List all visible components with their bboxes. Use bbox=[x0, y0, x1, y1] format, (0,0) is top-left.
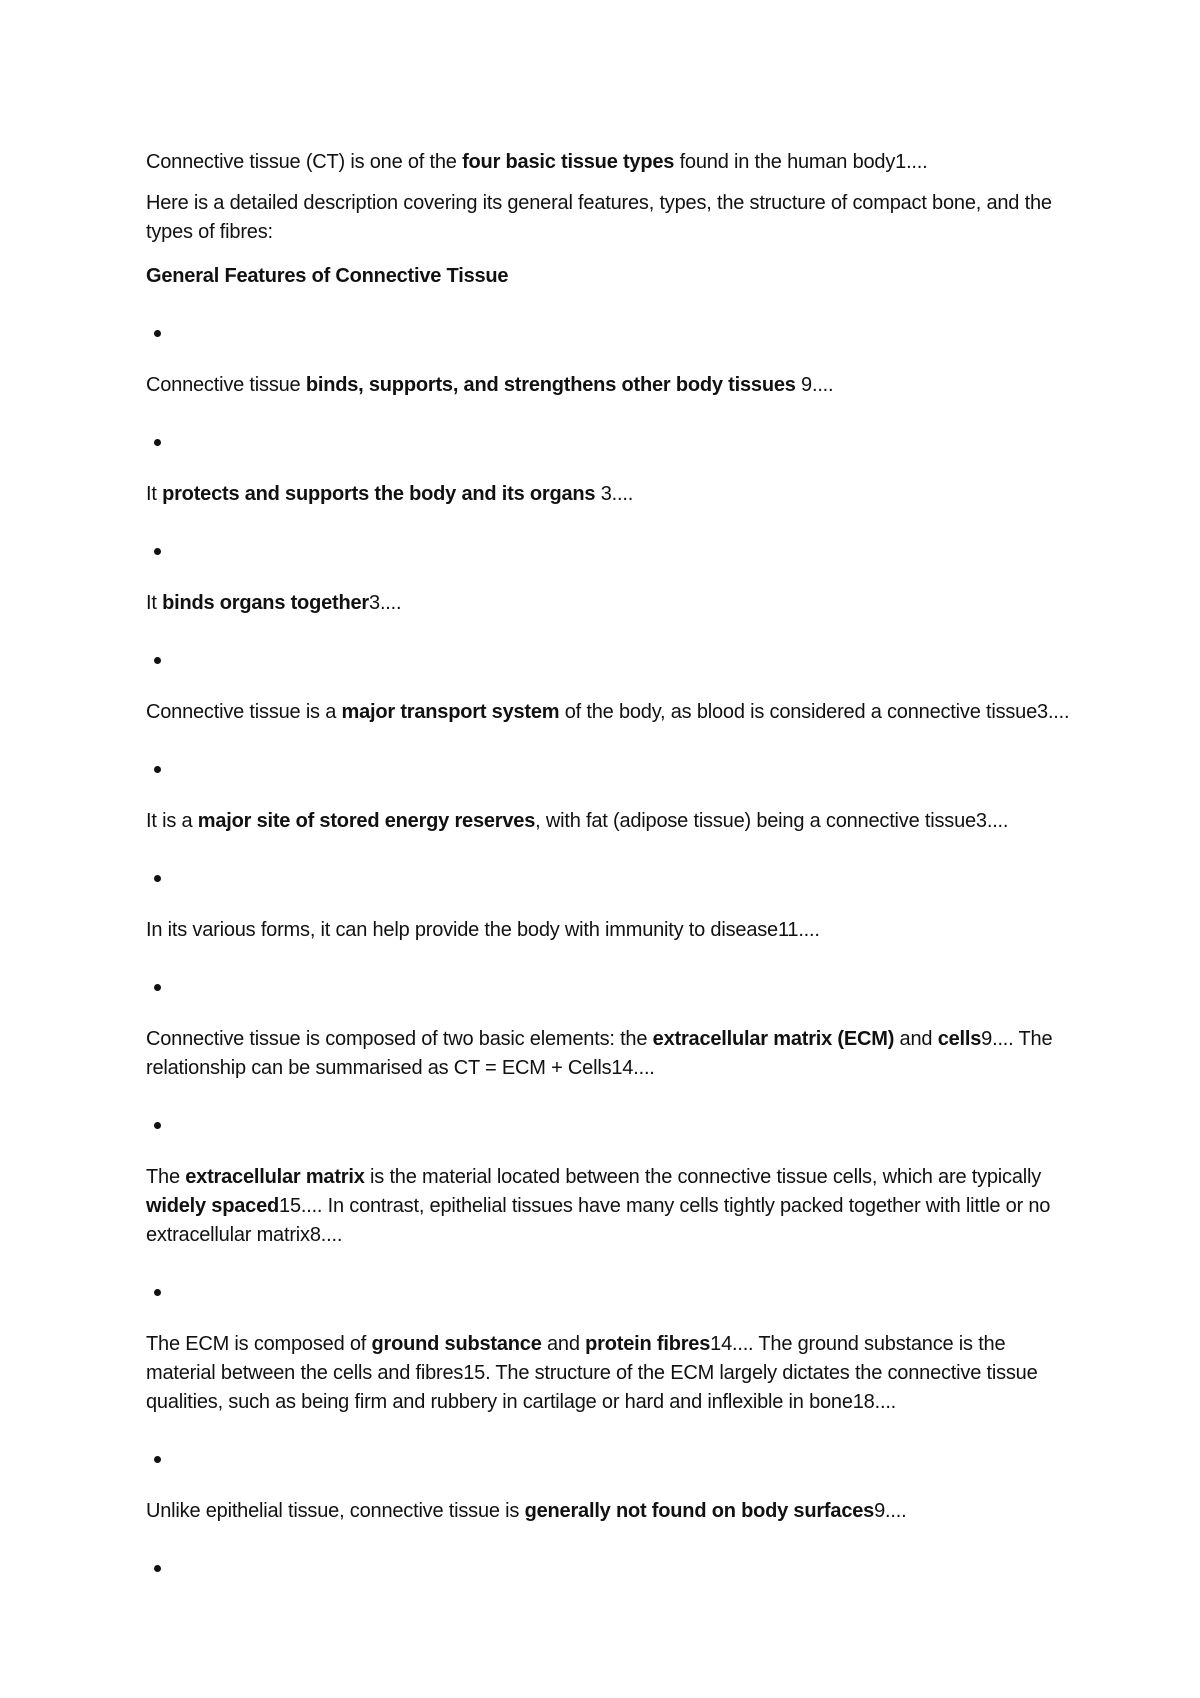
bullet-marker bbox=[146, 863, 1076, 892]
bullet-marker bbox=[146, 427, 1076, 456]
bullet-marker bbox=[146, 972, 1076, 1001]
list-item: The ECM is composed of ground substance and protein fibres14.... The ground substance is the material between the cells and fibres15. The structure of the ECM largely dictates the connective tissue qualities, such as being firm and rubbery in cartilage or hard and inflexible in bone18.... bbox=[146, 1333, 1038, 1413]
bullet-dot-icon bbox=[154, 1565, 161, 1572]
bullet-marker bbox=[146, 754, 1076, 783]
bullet-dot-icon bbox=[154, 439, 161, 446]
list-item: In its various forms, it can help provide the body with immunity to disease11.... bbox=[146, 919, 820, 941]
bullet-dot-icon bbox=[154, 766, 161, 773]
intro-paragraph bbox=[146, 148, 1076, 177]
bullet-dot-icon bbox=[154, 1456, 161, 1463]
document-page bbox=[146, 148, 1076, 1582]
bullet-dot-icon bbox=[154, 875, 161, 882]
list-item: Connective tissue is composed of two basic elements: the extracellular matrix (ECM) and cells9.... The relationship can be summarised as CT = ECM + Cells14.... bbox=[146, 1028, 1053, 1079]
bullet-marker bbox=[146, 318, 1076, 347]
list-item: It protects and supports the body and its organs 3.... bbox=[146, 483, 634, 505]
list-item: Connective tissue is a major transport system of the body, as blood is considered a connective tissue3.... bbox=[146, 701, 1070, 723]
bullet-dot-icon bbox=[154, 657, 161, 664]
bullet-marker bbox=[146, 1444, 1076, 1473]
bullet-marker bbox=[146, 645, 1076, 674]
bullet-dot-icon bbox=[154, 1289, 161, 1296]
intro-text-end: found in the human body1.... bbox=[674, 151, 928, 173]
intro-emphasis: four basic tissue types bbox=[462, 151, 675, 173]
overview-paragraph: Here is a detailed description covering its general features, types, the structure of compact bone, and the types of fibres: bbox=[146, 192, 1052, 243]
list-item: The extracellular matrix is the material located between the connective tissue cells, which are typically widely spaced15.... In contrast, epithelial tissues have many cells tightly packed together with little or no extracellular matrix8.... bbox=[146, 1166, 1051, 1246]
list-item: It is a major site of stored energy reserves, with fat (adipose tissue) being a connective tissue3.... bbox=[146, 810, 1009, 832]
bullet-marker bbox=[146, 536, 1076, 565]
list-item: Unlike epithelial tissue, connective tissue is generally not found on body surfaces9.... bbox=[146, 1500, 907, 1522]
bullet-marker bbox=[146, 1110, 1076, 1139]
bullet-dot-icon bbox=[154, 330, 161, 337]
intro-text: Connective tissue (CT) is one of the bbox=[146, 151, 463, 173]
bullet-marker bbox=[146, 1277, 1076, 1306]
bullet-marker bbox=[146, 1553, 1076, 1582]
bullet-dot-icon bbox=[154, 984, 161, 991]
list-item: Connective tissue binds, supports, and strengthens other body tissues 9.... bbox=[146, 374, 834, 396]
bullet-dot-icon bbox=[154, 1122, 161, 1129]
section-heading: General Features of Connective Tissue bbox=[146, 265, 509, 287]
bullet-dot-icon bbox=[154, 548, 161, 555]
list-item: It binds organs together3.... bbox=[146, 592, 402, 614]
